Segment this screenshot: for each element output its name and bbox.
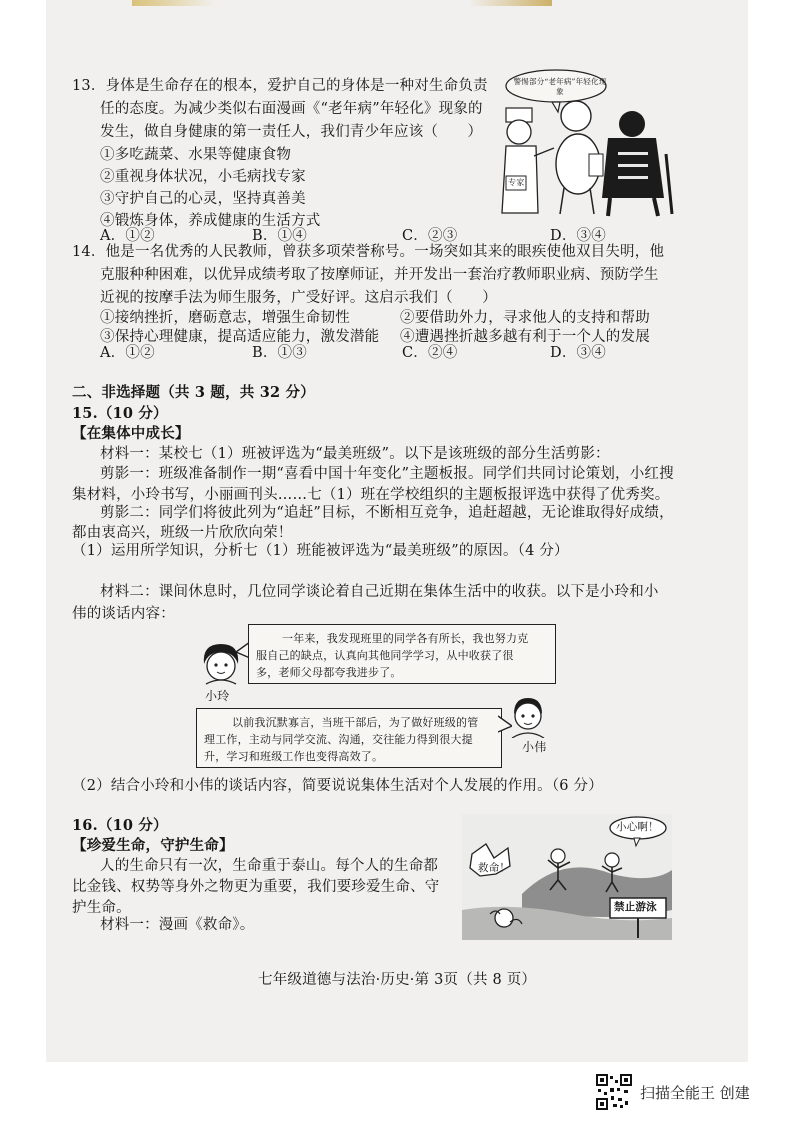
q13-choice-c: C．②③: [402, 228, 458, 244]
q13-option-2: ②重视身体状况，小毛病找专家: [100, 169, 306, 185]
xiaoling-speech-line2: 服自己的缺点，认真向其他同学学习，从中收获了很: [256, 649, 514, 662]
xiaoling-speech-line1: 一年来，我发现班里的同学各有所长，我也努力克: [282, 632, 529, 645]
q15-material1-line1: 材料一：某校七（1）班被评选为“最美班级”。以下是该班级的部分生活剪影：: [100, 446, 610, 462]
q15-material1-line4: 剪影二：同学们将彼此列为“追赶”目标，不断相互竞争，追赶超越，无论谁取得好成绩，: [100, 505, 674, 521]
q14-stem-line3: 近视的按摩手法为师生服务，广受好评。这启示我们（ ）: [100, 290, 497, 306]
q16-line2: 比金钱、权势等身外之物更为重要，我们要珍爱生命、守: [72, 879, 440, 895]
q13-option-4: ④锻炼身体，养成健康的生活方式: [100, 213, 321, 229]
q16-sign-no-swimming: 禁止游泳: [614, 901, 657, 913]
q15-number: 15.（10 分）: [72, 405, 168, 422]
q13-option-1: ①多吃蔬菜、水果等健康食物: [100, 147, 292, 163]
q13-cartoon-caption: 警惕部分“老年病”年轻化现象: [513, 77, 607, 96]
q14-option-3: ③保持心理健康，提高适应能力，激发潜能: [100, 329, 380, 345]
q15-subquestion1: （1）运用所学知识，分析七（1）班能被评选为“最美班级”的原因。（4 分）: [72, 543, 569, 559]
q13-choice-b: B．①④: [252, 228, 307, 244]
q14-stem-line2: 克服种种困难，以优异成绩考取了按摩师证，并开发出一套治疗教师职业病、预防学生: [100, 267, 659, 283]
page-footer: 七年级道德与法治·历史·第 3页（共 8 页）: [258, 972, 537, 988]
q14-choice-d: D．③④: [550, 345, 606, 361]
q16-number: 16.（10 分）: [72, 817, 168, 834]
q15-material2-line2: 伟的谈话内容：: [72, 606, 175, 622]
q15-material1-line5: 都由衷高兴，班级一片欣欣向荣！: [72, 525, 293, 541]
q15-material1-line2: 剪影一：班级准备制作一期“喜看中国十年变化”主题板报。同学们共同讨论策划，小红搜: [100, 466, 674, 482]
xiaowei-speech-line1: 以前我沉默寡言，当班干部后，为了做好班级的管: [232, 716, 479, 729]
q15-material2-line1: 材料二：课间休息时，几位同学谈论着自己近期在集体生活中的收获。以下是小玲和小: [100, 584, 659, 600]
xiaowei-avatar: [506, 694, 550, 738]
q16-bubble-help: 救命！: [478, 862, 511, 874]
section2-title: 二、非选择题（共 3 题，共 32 分）: [72, 384, 315, 401]
q13-stem-line2: 任的态度。为减少类似右面漫画《“老年病”年轻化》现象的: [100, 101, 483, 117]
q13-choice-a: A．①②: [100, 228, 155, 244]
q14-option-2: ②要借助外力，寻求他人的支持和帮助: [400, 310, 650, 326]
q16-bubble-careful: 小心啊！: [616, 821, 659, 833]
q13-cartoon-label: 专家: [508, 178, 525, 187]
xiaoling-name: 小玲: [205, 689, 230, 703]
q16-line3: 护生命。: [72, 900, 131, 916]
xiaoling-speech-line3: 多，老师父母都夸我进步了。: [256, 666, 402, 679]
q14-option-1: ①接纳挫折，磨砺意志，增强生命韧性: [100, 310, 350, 326]
q14-choice-b: B．①③: [252, 345, 307, 361]
qr-code-icon: [596, 1074, 632, 1110]
q13-option-3: ③守护自己的心灵，坚持真善美: [100, 191, 306, 207]
scanner-watermark: 扫描全能王 创建: [640, 1084, 750, 1102]
q13-stem-line3: 发生，做自身健康的第一责任人，我们青少年应该（ ）: [100, 124, 483, 140]
q14-stem-line1: 14．他是一名优秀的人民教师，曾获多项荣誉称号。一场突如其来的眼疾使他双目失明，他: [72, 244, 665, 260]
q15-topic: 【在集体中成长】: [72, 425, 190, 442]
xiaowei-name: 小伟: [522, 740, 547, 754]
q15-subquestion2: （2）结合小玲和小伟的谈话内容，简要说说集体生活对个人发展的作用。（6 分）: [72, 778, 603, 794]
q15-material1-line3: 集材料，小玲书写，小丽画刊头……七（1）班在学校组织的主题板报评选中获得了优秀奖。: [72, 487, 670, 503]
q13-choice-d: D．③④: [550, 228, 606, 244]
q16-topic: 【珍爱生命，守护生命】: [72, 837, 234, 854]
xiaowei-speech-line2: 理工作，主动与同学交流、沟通，交往能力得到很大提: [204, 733, 473, 746]
q13-stem-line1: 13．身体是生命存在的根本，爱护自己的身体是一种对生命负责: [72, 78, 488, 94]
q16-line4: 材料一：漫画《救命》。: [100, 917, 255, 933]
q14-choice-a: A．①②: [100, 345, 155, 361]
q14-option-4: ④遭遇挫折越多越有利于一个人的发展: [400, 329, 650, 345]
xiaowei-speech-line3: 升，学习和班级工作也变得高效了。: [204, 750, 384, 763]
top-scan-edge: [132, 0, 552, 6]
q16-line1: 人的生命只有一次，生命重于泰山。每个人的生命都: [100, 858, 439, 874]
q14-choice-c: C．②④: [402, 345, 458, 361]
